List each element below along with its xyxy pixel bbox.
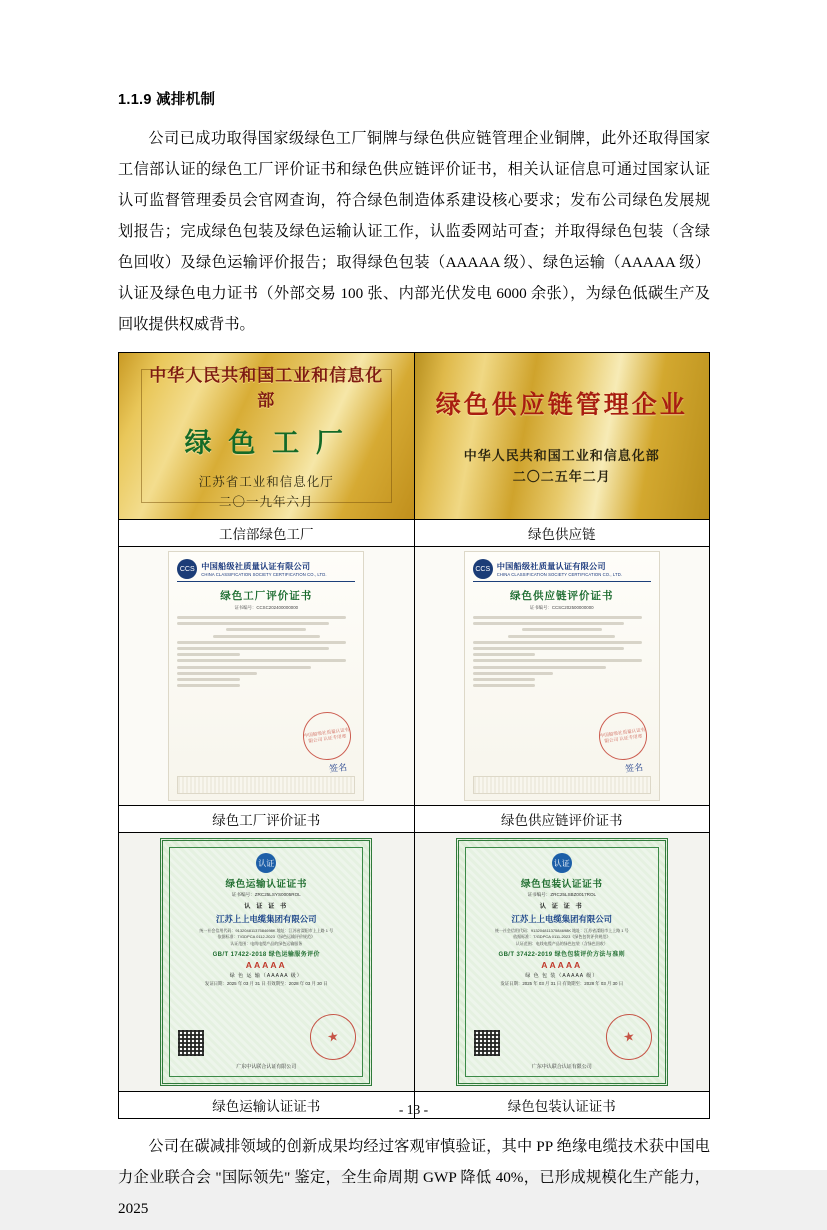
plaque-award-title: 绿 色 工 厂 [184,427,348,458]
cert-cell-green-factory-plaque [119,353,415,520]
caption-green-transport: 绿色运输认证证书 [119,1092,415,1119]
certificate-number: 证书编号：CCSC202500000000 [529,605,594,610]
text-line [473,659,642,662]
standard-code: GB/T 17422-2018 绿色运输服务评价 [212,952,320,959]
green-supply-chain-plaque-image [415,353,710,519]
paper-sheet [168,551,364,801]
certification-seal-icon: 认证 [552,853,572,873]
official-stamp-icon: 中国船级社质量认证有限公司 认证专用章 [596,709,650,763]
text-line [473,672,553,675]
star-icon: ★ [621,1028,636,1045]
text-line [473,622,624,625]
certification-scope: 认证范围：电线电缆产品的绿色运输服务 [230,940,303,946]
certificate-grid [118,352,710,1119]
certificate-number: 证书编号：CCSC202400000000 [234,605,299,610]
text-line [177,678,239,681]
certificate-title: 绿色运输认证证书 [225,879,308,890]
text-line [177,616,346,619]
plaque-date: 二〇二五年二月 [512,469,611,484]
text-line [473,616,642,619]
text-line [177,659,346,662]
green-factory-plaque-image [119,353,414,519]
page-title: 1.1.9 减排机制 [118,92,216,108]
green-cert-inner [465,847,659,1077]
rating-tag: 绿 色 包 装（AAAAA 级） [525,973,599,980]
issuer-name-cn: 中国船级社质量认证有限公司 [496,562,606,571]
plaque-inner [141,365,392,509]
table-row [119,520,710,547]
cert-cell-green-supply-chain-evaluation [414,547,710,806]
paragraph-closing: 公司在碳减排领域的创新成果均经过客观审慎验证，其中 PP 绝缘电缆技术获中国电力企业联合会 "国际领先" 鉴定，全生命周期 GWP 降低 40%，已形成规模化生产能力，2025 [118,1138,710,1217]
plaque-issuer: 江苏省工业和信息化厅 [198,474,334,489]
qr-code-icon [178,1030,204,1056]
company-address: 统一社会信用代码：91320481137584698K 地址：江苏省溧阳市上上路 1 号 [494,928,629,933]
standard-reference: 依据标准：T/GDPCA 0111-2023《绿色包装评价规范》 [513,934,611,940]
certificate-number: 证书编号：ZRC25LSYS0005ROL [231,892,301,897]
green-supply-chain-evaluation-image [415,547,710,805]
page-number: - 13 - [398,1102,429,1117]
text-line [177,684,239,687]
text-line [473,647,624,650]
text-line [473,678,535,681]
plaque-award-title: 绿色供应链管理企业 [435,392,688,419]
certificate-title: 绿色包装认证证书 [520,879,603,890]
plaque-inner [432,367,692,506]
rating-level: AAAAA [541,960,583,971]
table-row [119,833,710,1092]
validity-dates: 发证日期：2025 年 03 月 31 日 有效期至：2028 年 03 月 30 日 [500,981,624,987]
footer-band [473,776,651,794]
ccs-logo-icon: CCS [473,559,493,579]
certificate-kind: 认 证 证 书 [539,903,584,910]
green-transport-cert-image [119,833,414,1091]
text-line [473,641,642,644]
cert-cell-green-factory-evaluation [119,547,415,806]
table-row [119,353,710,520]
official-stamp-icon: 中国船级社质量认证有限公司 认证专用章 [300,709,354,763]
certificate-number: 证书编号：ZRC25LSBZ0017ROL [527,892,597,897]
text-line [473,684,535,687]
cert-cell-green-packaging [414,833,710,1092]
text-line [522,628,602,631]
company-name: 江苏上上电缆集团有限公司 [216,914,317,924]
issuer-name: 广东中认联合认证有限公司 [236,1064,297,1070]
caption-green-supply-chain-evaluation: 绿色供应链评价证书 [414,806,710,833]
signature: 签名 [624,762,644,774]
official-stamp-icon [602,1010,655,1063]
text-line [213,635,320,638]
text-line [226,628,306,631]
rating-level: AAAAA [245,960,287,971]
validity-dates: 发证日期：2025 年 03 月 31 日 有效期至：2028 年 03 月 30 日 [204,981,328,987]
caption-green-packaging: 绿色包装认证证书 [414,1092,710,1119]
company-address: 统一社会信用代码：91320481137584698K 地址：江苏省溧阳市上上路 1 号 [199,928,334,933]
plaque-date: 二〇一九年六月 [218,494,314,509]
text-line [177,641,346,644]
text-line [473,653,535,656]
text-line [177,672,257,675]
star-icon: ★ [326,1028,341,1045]
green-factory-evaluation-image [119,547,414,805]
certification-scope: 认证范围：电线电缆产品的绿色包装（含绿色回收） [515,940,608,946]
plaque-ministry-line: 中华人民共和国工业和信息化部 [149,365,384,410]
rating-tag: 绿 色 运 输（AAAAA 级） [229,973,303,980]
cert-cell-green-transport [119,833,415,1092]
qr-code-icon [474,1030,500,1056]
ccs-logo-icon: CCS [177,559,197,579]
certification-seal-icon: 认证 [256,853,276,873]
table-row [119,806,710,833]
text-line [177,653,239,656]
page-content [118,88,710,1230]
text-line [473,666,607,669]
green-packaging-cert-image [415,833,710,1091]
green-cert-inner [169,847,363,1077]
issuer-name-en: CHINA CLASSIFICATION SOCIETY CERTIFICATION CO., LTD. [201,572,327,577]
certificate-title: 绿色供应链评价证书 [510,590,614,602]
standard-code: GB/T 37422-2019 绿色包装评价方法与准则 [498,952,625,959]
certificate-title: 绿色工厂评价证书 [220,590,313,602]
company-name: 江苏上上电缆集团有限公司 [511,914,612,924]
issuer-name: 广东中认联合认证有限公司 [531,1064,592,1070]
ccs-header [177,559,355,582]
paper-sheet [464,551,660,801]
standard-reference: 依据标准：T/GDPCA 0112-2023《绿色运输评价规范》 [217,934,315,940]
issuer-name-cn: 中国船级社质量认证有限公司 [201,562,311,571]
caption-green-factory-evaluation: 绿色工厂评价证书 [119,806,415,833]
issuer-name-en: CHINA CLASSIFICATION SOCIETY CERTIFICATION CO., LTD. [496,572,623,577]
text-line [177,622,328,625]
text-line [177,666,311,669]
text-line [508,635,615,638]
text-line [177,647,328,650]
green-cert-sheet [456,838,668,1086]
paragraph-intro: 公司已成功取得国家级绿色工厂铜牌与绿色供应链管理企业铜牌，此外还取得国家工信部认证的绿色工厂评价证书和绿色供应链评价证书，相关认证信息可通过国家认证认可监督管理委员会官网查询，符合绿色制造体系建设核心要求；发布公司绿色发展规划报告；完成绿色包装及绿色运输认证工作，认监委网站可查；并取得绿色包装（含绿色回收）及绿色运输评价报告；取得绿色包装（AAAAA 级）、绿色运输（AAAAA 级）认证及绿色电力证书（外部交易 100 张、内部光伏发电 6000 余张），为绿色低碳生产及回收提供权威背书。 [118,130,710,333]
caption-green-factory-plaque: 工信部绿色工厂 [119,520,415,547]
official-stamp-icon [307,1010,360,1063]
cert-cell-green-supply-chain-plaque [414,353,710,520]
plaque-ministry-line: 中华人民共和国工业和信息化部 [463,448,660,463]
green-cert-sheet [160,838,372,1086]
signature: 签名 [328,762,348,774]
caption-green-supply-chain-plaque: 绿色供应链 [414,520,710,547]
footer-band [177,776,355,794]
table-row [119,547,710,806]
certificate-kind: 认 证 证 书 [244,903,289,910]
ccs-header [473,559,651,582]
